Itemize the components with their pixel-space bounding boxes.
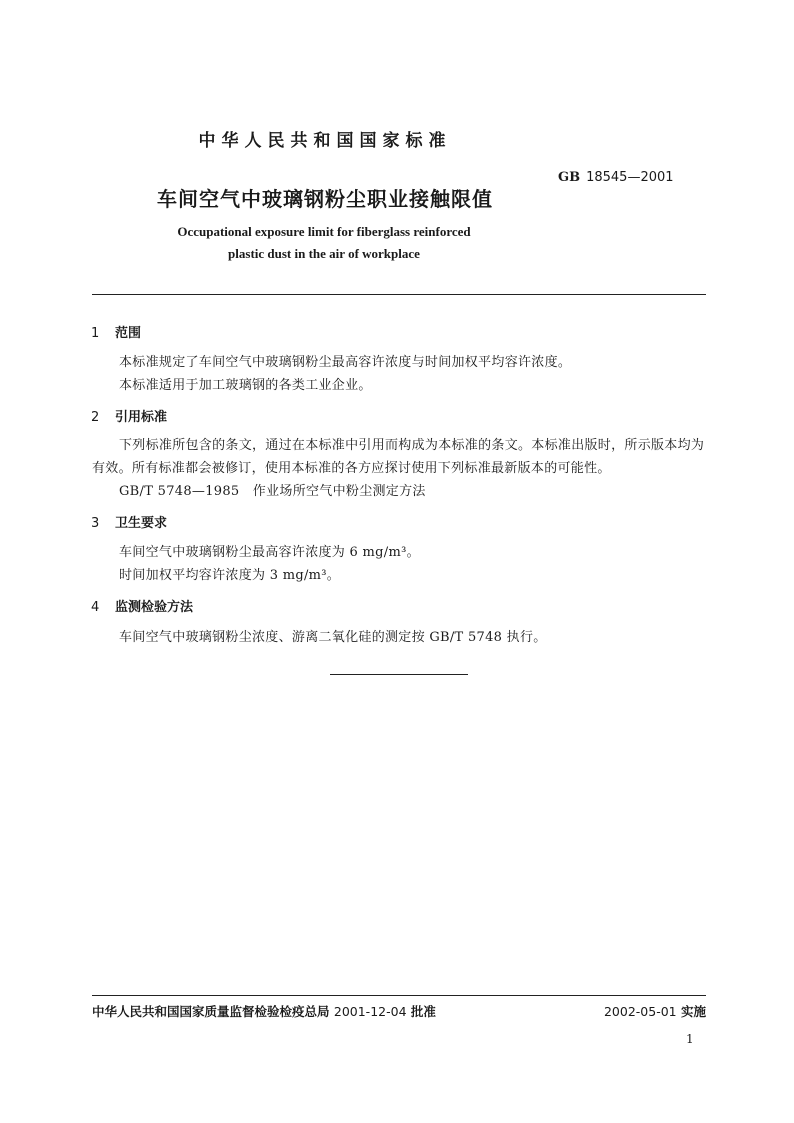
section-title: 卫生要求: [115, 516, 168, 531]
standard-code: 18545—2001: [586, 170, 674, 185]
section-3-line-1: 车间空气中玻璃钢粉尘最高容许浓度为 6 mg/m³。: [119, 545, 420, 560]
section-2-heading: [91, 406, 167, 425]
section-number: 1: [91, 326, 100, 341]
section-2-reference: GB/T 5748—1985 作业场所空气中粉尘测定方法: [119, 484, 426, 499]
section-title: 引用标准: [115, 410, 168, 425]
section-1-line-2: 本标准适用于加工玻璃钢的各类工业企业。: [119, 378, 372, 393]
title-en-line-2: plastic dust in the air of workplace: [228, 246, 420, 261]
section-number: 3: [91, 516, 100, 531]
section-1-heading: [91, 322, 141, 341]
end-of-text-rule: [330, 674, 468, 675]
section-title: 范围: [115, 326, 142, 341]
header-divider: [92, 294, 706, 295]
section-title: 监测检验方法: [115, 600, 194, 615]
section-number: 2: [91, 410, 100, 425]
section-3-heading: [91, 512, 167, 531]
document-title-cn: 车间空气中玻璃钢粉尘职业接触限值: [157, 187, 493, 211]
issue-date: 2001-12-04: [333, 1004, 407, 1019]
effective-label: 实施: [680, 1004, 706, 1019]
effective-info: [604, 1002, 706, 1020]
document-title-en: [0, 221, 648, 265]
footer-divider: [92, 995, 706, 996]
section-4-heading: [91, 596, 193, 615]
page-number: 1: [686, 1032, 694, 1046]
section-2-paragraph: 下列标准所包含的条文，通过在本标准中引用而构成为本标准的条文。本标准出版时，所示版本均为有效。所有标准都会被修订，使用本标准的各方应探讨使用下列标准最新版本的可能性。: [92, 438, 705, 476]
section-number: 4: [91, 600, 100, 615]
approval-info: [92, 1002, 436, 1020]
standard-prefix: GB: [558, 170, 581, 185]
section-1-line-1: 本标准规定了车间空气中玻璃钢粉尘最高容许浓度与时间加权平均容许浓度。: [119, 355, 572, 370]
title-en-line-1: Occupational exposure limit for fiberglass reinforced: [177, 224, 471, 239]
issuer: 中华人民共和国国家质量监督检验检疫总局: [92, 1004, 330, 1019]
section-4-line-1: 车间空气中玻璃钢粉尘浓度、游离二氧化硅的测定按 GB/T 5748 执行。: [119, 630, 547, 645]
issue-label: 批准: [410, 1004, 436, 1019]
national-standard-heading: 中华人民共和国国家标准: [198, 131, 452, 151]
section-3-line-2: 时间加权平均容许浓度为 3 mg/m³。: [119, 568, 341, 583]
effective-date: 2002-05-01: [603, 1004, 677, 1019]
